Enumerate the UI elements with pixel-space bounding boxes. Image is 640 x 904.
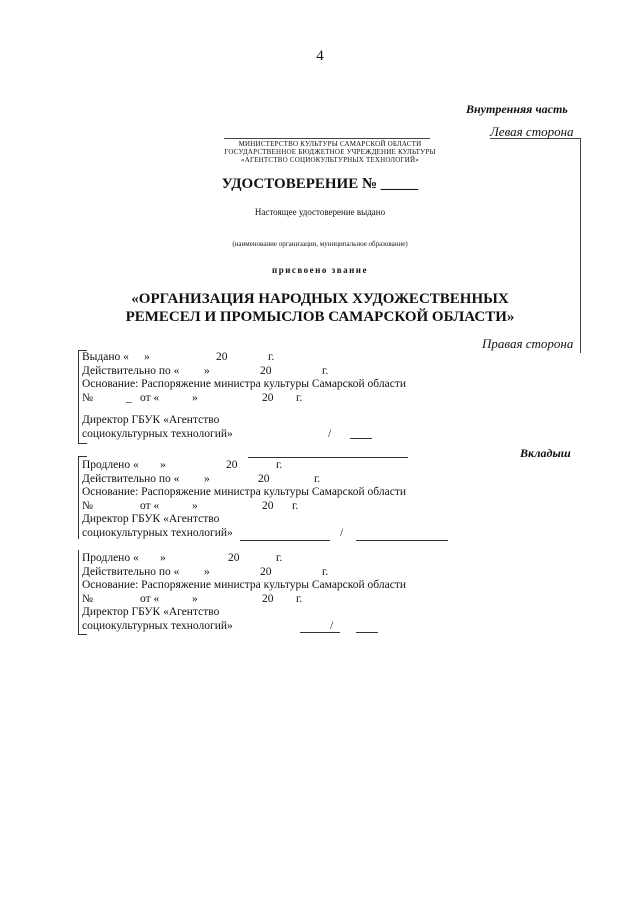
- valid-line: [78, 365, 578, 379]
- year: 20: [216, 351, 228, 363]
- quote-close: »: [192, 592, 198, 605]
- number-line: [78, 500, 578, 514]
- year: 20: [226, 459, 238, 471]
- left-side-label: Левая сторона: [490, 124, 574, 139]
- year-suffix: г.: [322, 565, 329, 578]
- issued-text: Настоящее удостоверение выдано: [254, 207, 386, 217]
- extended-label: Продлено «: [82, 459, 139, 471]
- year-suffix: г.: [322, 364, 329, 377]
- director-label: социокультурных технологий»: [82, 619, 233, 632]
- dash: _: [126, 391, 132, 404]
- director-line-1: Директор ГБУК «Агентство: [82, 513, 220, 525]
- awarded-text: присвоено звание: [272, 265, 368, 275]
- number-label: №: [82, 391, 93, 404]
- year-suffix: г.: [276, 459, 283, 471]
- year-suffix: г.: [296, 391, 303, 404]
- certificate-title: УДОСТОВЕРЕНИЕ № _____: [221, 176, 419, 192]
- director-line-2: [78, 527, 578, 541]
- director-line-1: Директор ГБУК «Агентство: [82, 606, 220, 618]
- director-label: социокультурных технологий»: [82, 526, 233, 539]
- year: 20: [260, 364, 272, 377]
- signature-line: [240, 540, 330, 541]
- valid-label: Действительно по «: [82, 364, 180, 377]
- insert-2-block: [78, 552, 578, 633]
- signature-line: [356, 632, 378, 633]
- quote-close: »: [144, 351, 150, 363]
- basis-line: Основание: Распоряжение министра культуры Самарской области: [82, 579, 406, 591]
- valid-line: [78, 473, 578, 487]
- signature-slash: /: [340, 526, 344, 539]
- quote-close: »: [204, 364, 210, 377]
- extended-line: [78, 552, 578, 566]
- honorary-title: [0, 290, 640, 326]
- ministry-header: [180, 140, 480, 164]
- valid-line: [78, 566, 578, 580]
- year: 20: [260, 565, 272, 578]
- ministry-line: МИНИСТЕРСТВО КУЛЬТУРЫ САМАРСКОЙ ОБЛАСТИ: [238, 140, 422, 148]
- quote-close: »: [192, 499, 198, 512]
- issued-line: [78, 351, 578, 365]
- director-label: социокультурных технологий»: [82, 427, 233, 440]
- year-suffix: г.: [268, 351, 275, 363]
- year: 20: [262, 391, 274, 404]
- basis-line: Основание: Распоряжение министра культуры Самарской области: [82, 378, 406, 390]
- signature-slash: /: [330, 619, 334, 632]
- inner-part-label: Внутренняя часть: [466, 102, 568, 116]
- page-number: 4: [316, 48, 324, 64]
- issued-label: Выдано «: [82, 351, 129, 363]
- valid-label: Действительно по «: [82, 472, 180, 485]
- ministry-line: «АГЕНТСТВО СОЦИОКУЛЬТУРНЫХ ТЕХНОЛОГИЙ»: [241, 156, 419, 164]
- year-suffix: г.: [292, 499, 299, 512]
- director-line-2: [78, 428, 578, 442]
- quote-close: »: [204, 565, 210, 578]
- date-from-label: от «: [140, 391, 160, 404]
- year: 20: [262, 499, 274, 512]
- year: 20: [262, 592, 274, 605]
- honorary-title-line: РЕМЕСЕЛ И ПРОМЫСЛОВ САМАРСКОЙ ОБЛАСТИ»: [125, 309, 515, 325]
- signature-line: [300, 632, 340, 633]
- extended-line: [78, 459, 578, 473]
- director-line-1: Директор ГБУК «Агентство: [82, 414, 220, 426]
- signature-line: [356, 540, 448, 541]
- quote-close: »: [192, 391, 198, 404]
- ministry-line: ГОСУДАРСТВЕННОЕ БЮДЖЕТНОЕ УЧРЕЖДЕНИЕ КУЛЬТУРЫ: [224, 148, 436, 156]
- number-label: №: [82, 499, 93, 512]
- date-from-label: от «: [140, 499, 160, 512]
- year: 20: [228, 552, 240, 564]
- honorary-title-line: «ОРГАНИЗАЦИЯ НАРОДНЫХ ХУДОЖЕСТВЕННЫХ: [131, 291, 509, 307]
- year-suffix: г.: [296, 592, 303, 605]
- inserts-label: Вкладыш: [520, 446, 571, 460]
- date-from-label: от «: [140, 592, 160, 605]
- right-side-label: Правая сторона: [482, 336, 574, 351]
- signature-line: [350, 438, 372, 439]
- director-line-2: [78, 620, 578, 634]
- basis-line: Основание: Распоряжение министра культуры Самарской области: [82, 486, 406, 498]
- extended-label: Продлено «: [82, 552, 139, 564]
- signature-slash: /: [328, 427, 332, 440]
- right-side-block: [78, 351, 578, 441]
- organization-caption: (наименование организации, муниципальное образование): [232, 240, 408, 248]
- year-suffix: г.: [276, 552, 283, 564]
- number-line: [78, 593, 578, 607]
- divider-line: [248, 457, 408, 458]
- year-suffix: г.: [314, 472, 321, 485]
- spacer: [78, 405, 578, 414]
- valid-label: Действительно по «: [82, 565, 180, 578]
- number-line: [78, 392, 578, 406]
- insert-1-block: [78, 459, 578, 540]
- number-label: №: [82, 592, 93, 605]
- quote-close: »: [160, 459, 166, 471]
- quote-close: »: [160, 552, 166, 564]
- year: 20: [258, 472, 270, 485]
- quote-close: »: [204, 472, 210, 485]
